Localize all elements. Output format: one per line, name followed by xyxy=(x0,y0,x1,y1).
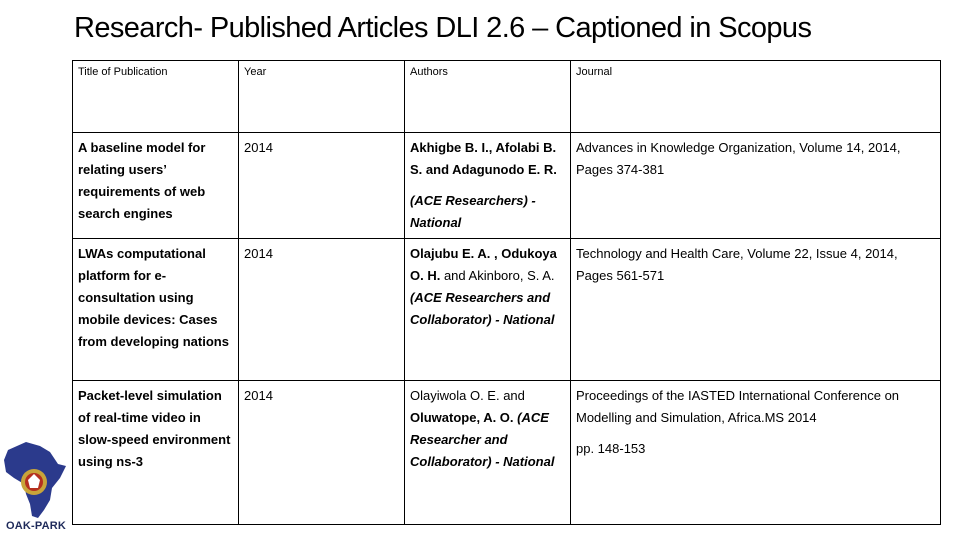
authors-plain: Olayiwola O. E. and xyxy=(410,388,525,403)
publication-title: LWAs computational platform for e-consultation using mobile devices: Cases from developing nations xyxy=(73,239,239,381)
logo-label: OAK-PARK xyxy=(6,520,67,532)
articles-table xyxy=(72,60,941,525)
journal-pages: pp. 148-153 xyxy=(576,441,646,456)
publication-title: Packet-level simulation of real-time video in slow-speed environment using ns-3 xyxy=(73,381,239,525)
authors-main: Akhigbe B. I., Afolabi B. S. and Adagunodo E. R. xyxy=(410,140,557,177)
page-title: Research- Published Articles DLI 2.6 – Captioned in Scopus xyxy=(74,12,812,44)
table-header-row xyxy=(73,61,941,133)
publication-year: 2014 xyxy=(239,381,405,525)
publication-journal: Advances in Knowledge Organization, Volume 14, 2014, Pages 374-381 xyxy=(571,133,941,239)
authors-bold: Olajubu E. A. , Odukoya O. H. xyxy=(410,246,557,283)
authors-note: (ACE Researchers) - National xyxy=(410,193,536,230)
publication-year: 2014 xyxy=(239,239,405,381)
publication-authors xyxy=(405,133,571,239)
publication-authors xyxy=(405,381,571,525)
table-row xyxy=(73,133,941,239)
publication-journal: Technology and Health Care, Volume 22, Issue 4, 2014, Pages 561-571 xyxy=(571,239,941,381)
header-authors: Authors xyxy=(405,61,571,133)
header-journal: Journal xyxy=(571,61,941,133)
header-title: Title of Publication xyxy=(73,61,239,133)
authors-plain: and Akinboro, S. A. xyxy=(440,268,555,283)
table-row xyxy=(73,381,941,525)
authors-note: (ACE Researchers and Collaborator) - National xyxy=(410,290,555,327)
publication-title: A baseline model for relating users’ requirements of web search engines xyxy=(73,133,239,239)
publication-authors xyxy=(405,239,571,381)
header-year: Year xyxy=(239,61,405,133)
publication-journal xyxy=(571,381,941,525)
publication-year: 2014 xyxy=(239,133,405,239)
authors-note: (ACE Researcher and Collaborator) - National xyxy=(410,410,555,469)
authors-bold: Oluwatope, A. O. xyxy=(410,410,514,425)
table-row xyxy=(73,239,941,381)
journal-name: Proceedings of the IASTED International Conference on Modelling and Simulation, Africa.MS 2014 xyxy=(576,388,900,425)
